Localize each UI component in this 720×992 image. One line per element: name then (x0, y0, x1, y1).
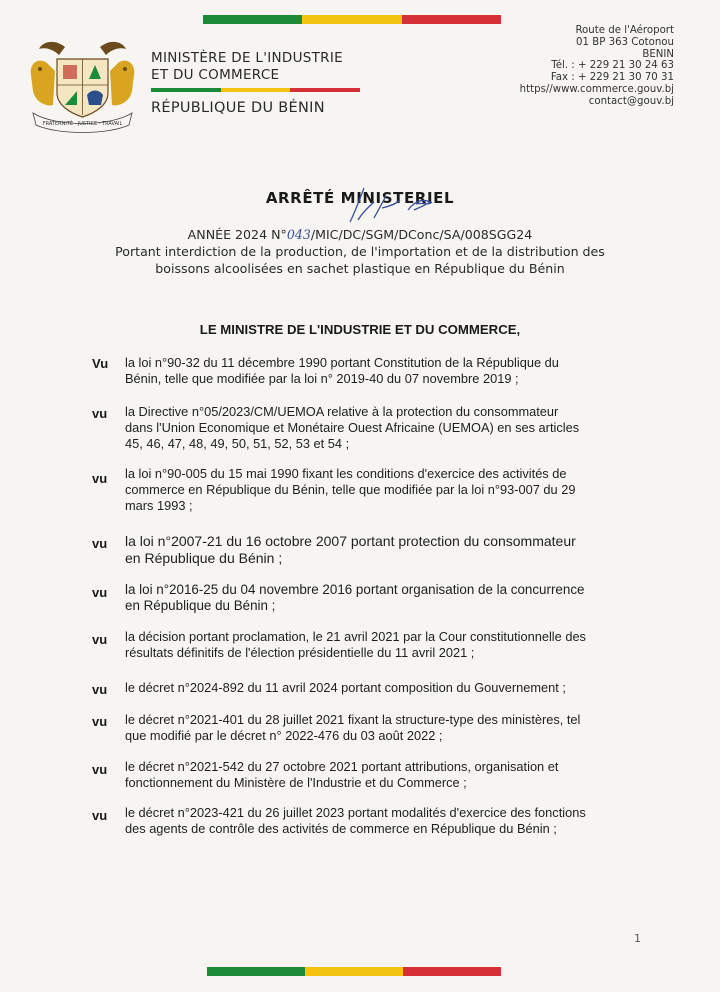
subject-line-1: Portant interdiction de la production, de l'importation et de la distribution des (115, 244, 605, 259)
reference-suffix: /MIC/DC/SGM/DConc/SA/008SGG24 (310, 227, 533, 242)
document-title: ARRÊTÉ MINISTERIEL (265, 189, 455, 207)
clause-mark: Vu (92, 356, 109, 371)
clause-mark: vu (92, 682, 108, 697)
clause-text: le décret n°2024-892 du 11 avril 2024 portant composition du Gouvernement ; (125, 680, 566, 695)
clause-text: le décret n°2021-401 du 28 juillet 2021 fixant la structure-type des ministères, tel que modifié par le décret n° 2022-476 du 03 août 2022 ; (125, 712, 581, 743)
ministry-name (151, 50, 343, 84)
clause-text: la loi n°2016-25 du 04 novembre 2016 portant organisation de la concurrence en République du Bénin ; (125, 582, 585, 613)
motto-text: FRATERNITÉ · JUSTICE · TRAVAIL (42, 121, 123, 127)
address-line: 01 BP 363 Cotonou (576, 36, 674, 48)
ministry-line-2: ET DU COMMERCE (151, 67, 280, 83)
clause-text: la Directive n°05/2023/CM/UEMOA relative à la protection du consommateur dans l'Union Economique et Monétaire Ouest Africaine (UEMOA) en ses articles 45, 46, 47, 48, 49, 50, 51, 52, 53 et 54 ; (125, 404, 580, 451)
document-subject (0, 226, 720, 277)
clause-text: la loi n°2007-21 du 16 octobre 2007 portant protection du consommateur en République du Bénin ; (125, 533, 576, 566)
address-line: Route de l'Aéroport (575, 25, 674, 36)
contact-block (520, 25, 674, 108)
address-line: BENIN (642, 48, 674, 60)
clause-mark: vu (92, 762, 108, 777)
flag-stripe-top (203, 15, 501, 24)
clause-text: la loi n°90-32 du 11 décembre 1990 portant Constitution de la République du Bénin, telle que modifiée par la loi n° 2019-40 du 07 novembre 2019 ; (125, 355, 559, 386)
minister-heading: LE MINISTRE DE L'INDUSTRIE ET DU COMMERCE, (199, 322, 521, 337)
flag-stripe-bottom (207, 967, 501, 976)
clause-mark: vu (92, 714, 108, 729)
clause-mark: vu (92, 536, 108, 551)
clause-text: la loi n°90-005 du 15 mai 1990 fixant les conditions d'exercice des activités de commerce en République du Bénin, telle que modifiée par la loi n°93-007 du 29 mars 1993 ; (125, 466, 576, 513)
website-link[interactable]: https//www.commerce.gouv.bj (519, 83, 674, 95)
clause-mark: vu (92, 406, 108, 421)
coat-of-arms-emblem (25, 35, 140, 135)
clause-text: le décret n°2021-542 du 27 octobre 2021 portant attributions, organisation et fonctionnement du Ministère de l'Industrie et du Commerce ; (125, 759, 559, 790)
reference-prefix: ANNÉE 2024 N° (187, 227, 287, 242)
ministry-line-1: MINISTÈRE DE L'INDUSTRIE (151, 50, 343, 66)
subject-line-2: boissons alcoolisées en sachet plastique en République du Bénin (155, 261, 565, 276)
phone-line: Tél. : + 229 21 30 24 63 (551, 60, 674, 72)
clause-text: le décret n°2023-421 du 26 juillet 2023 portant modalités d'exercice des fonctions des agents de contrôle des activités de commerce en République du Bénin ; (125, 805, 586, 836)
clause-mark: vu (92, 585, 108, 600)
page-number: 1 (634, 932, 641, 945)
reference-line (0, 226, 720, 243)
clause-mark: vu (92, 632, 108, 647)
clause-mark: vu (92, 808, 108, 823)
clause-mark: vu (92, 471, 108, 486)
flag-stripe-small (151, 88, 360, 92)
reference-number: 043 (286, 227, 311, 242)
email-link[interactable]: contact@gouv.bj (588, 95, 674, 107)
republic-name: RÉPUBLIQUE DU BÉNIN (151, 100, 325, 116)
clause-text: la décision portant proclamation, le 21 avril 2021 par la Cour constitutionnelle des résultats définitifs de l'élection présidentielle du 11 avril 2021 ; (125, 629, 586, 660)
fax-line: Fax : + 229 21 30 70 31 (550, 72, 674, 84)
